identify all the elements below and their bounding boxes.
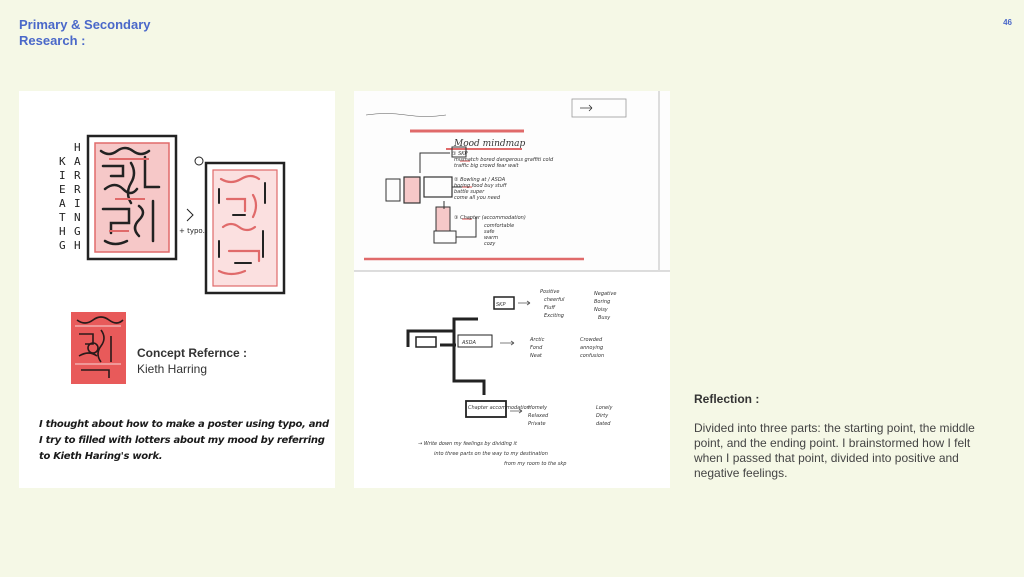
svg-text:boring food buy stuff: boring food buy stuff — [454, 183, 507, 189]
svg-text:I: I — [74, 197, 81, 210]
svg-text:comfortable: comfortable — [484, 223, 515, 229]
mindmap-node-start: SKP — [496, 302, 506, 308]
svg-text:cheerful: cheerful — [544, 297, 565, 303]
svg-text:Crowded: Crowded — [580, 337, 603, 343]
keith-haring-thumbnail — [71, 312, 126, 384]
svg-text:cozy: cozy — [484, 241, 496, 247]
page-title-line2: Research : — [19, 33, 86, 48]
svg-text:H: H — [59, 225, 66, 238]
svg-text:into three parts on the way to: into three parts on the way to my destination — [434, 451, 548, 457]
svg-text:dated: dated — [596, 421, 611, 427]
svg-text:Exciting: Exciting — [544, 313, 564, 319]
mindmap-card-right — [354, 91, 670, 488]
svg-text:Positive: Positive — [540, 289, 560, 295]
svg-text:+ typo.: + typo. — [179, 227, 205, 235]
svg-text:K: K — [59, 155, 66, 168]
reflection-title: Reflection : — [694, 392, 760, 406]
svg-text:safe: safe — [484, 229, 495, 235]
svg-text:Relaxed: Relaxed — [528, 413, 549, 419]
svg-text:I: I — [59, 169, 66, 182]
svg-text:A: A — [59, 197, 66, 210]
svg-text:R: R — [74, 183, 81, 196]
svg-text:Noisy: Noisy — [594, 307, 608, 313]
svg-text:Fluff: Fluff — [544, 305, 556, 311]
svg-text:H: H — [74, 141, 81, 154]
svg-text:Arctic: Arctic — [530, 337, 545, 343]
svg-text:Homely: Homely — [528, 405, 548, 411]
mindmap-title: Mood mindmap — [454, 139, 526, 149]
svg-text:G: G — [74, 225, 81, 238]
concept-reference-title: Concept Refernce : — [137, 346, 248, 360]
mindmap-node-end: Chapter accommodation — [468, 405, 530, 411]
svg-text:E: E — [59, 183, 66, 196]
svg-text:T: T — [59, 211, 66, 224]
mindmap-sketch-image — [354, 91, 670, 488]
svg-text:G: G — [59, 239, 66, 252]
svg-text:→ Write down my feelings by di: → Write down my feelings by dividing it — [418, 441, 517, 447]
sketch-card-left — [19, 91, 335, 488]
svg-text:① SKP: ① SKP — [452, 151, 468, 157]
page-number: 46 — [1003, 18, 1012, 27]
svg-text:Busy: Busy — [598, 315, 611, 321]
mindmap-node-mid: ASDA — [462, 340, 476, 346]
svg-text:Boring: Boring — [594, 299, 611, 305]
svg-text:H: H — [74, 239, 81, 252]
svg-text:mismatch bored dangerous gr: mismatch bored dangerous graffiti cold — [454, 157, 554, 163]
svg-text:② Bowling at / ASDA: ② Bowling at / ASDA — [454, 177, 506, 183]
svg-text:Lonely: Lonely — [596, 405, 613, 411]
poster-sketch-image — [19, 91, 335, 301]
svg-text:annoying: annoying — [580, 345, 604, 351]
svg-text:traffic big crowd fear wait: traffic big crowd fear wait — [454, 163, 519, 169]
svg-text:battle super: battle super — [454, 189, 485, 195]
svg-text:③ Chapter (accommodation): ③ Chapter (accommodation) — [454, 215, 526, 221]
svg-text:from my room to the skp: from my room to the skp — [504, 461, 567, 467]
svg-text:Negative: Negative — [594, 291, 617, 297]
svg-text:R: R — [74, 169, 81, 182]
concept-reference-artist: Kieth Harring — [137, 362, 208, 376]
svg-text:Private: Private — [528, 421, 546, 427]
svg-text:Neat: Neat — [530, 353, 542, 359]
reflection-body: Divided into three parts: the starting point, the middle point, and the ending point. I brainstormed how I felt when I passed that point, divided into positive and negative feelings. — [694, 421, 975, 480]
svg-text:Fond: Fond — [530, 345, 543, 351]
page-title-line1: Primary & Secondary — [19, 17, 151, 32]
page-title — [19, 17, 151, 49]
handwritten-note: I thought about how to make a poster using typo, and I try to filled with lotters about my mood by referring to Kieth Haring's work. — [39, 419, 329, 462]
svg-text:N: N — [74, 211, 81, 224]
svg-text:Dirty: Dirty — [596, 413, 609, 419]
svg-text:A: A — [74, 155, 81, 168]
svg-text:warm: warm — [484, 235, 499, 241]
svg-text:come all you need: come all you need — [454, 195, 501, 201]
svg-text:confusion: confusion — [580, 353, 605, 359]
